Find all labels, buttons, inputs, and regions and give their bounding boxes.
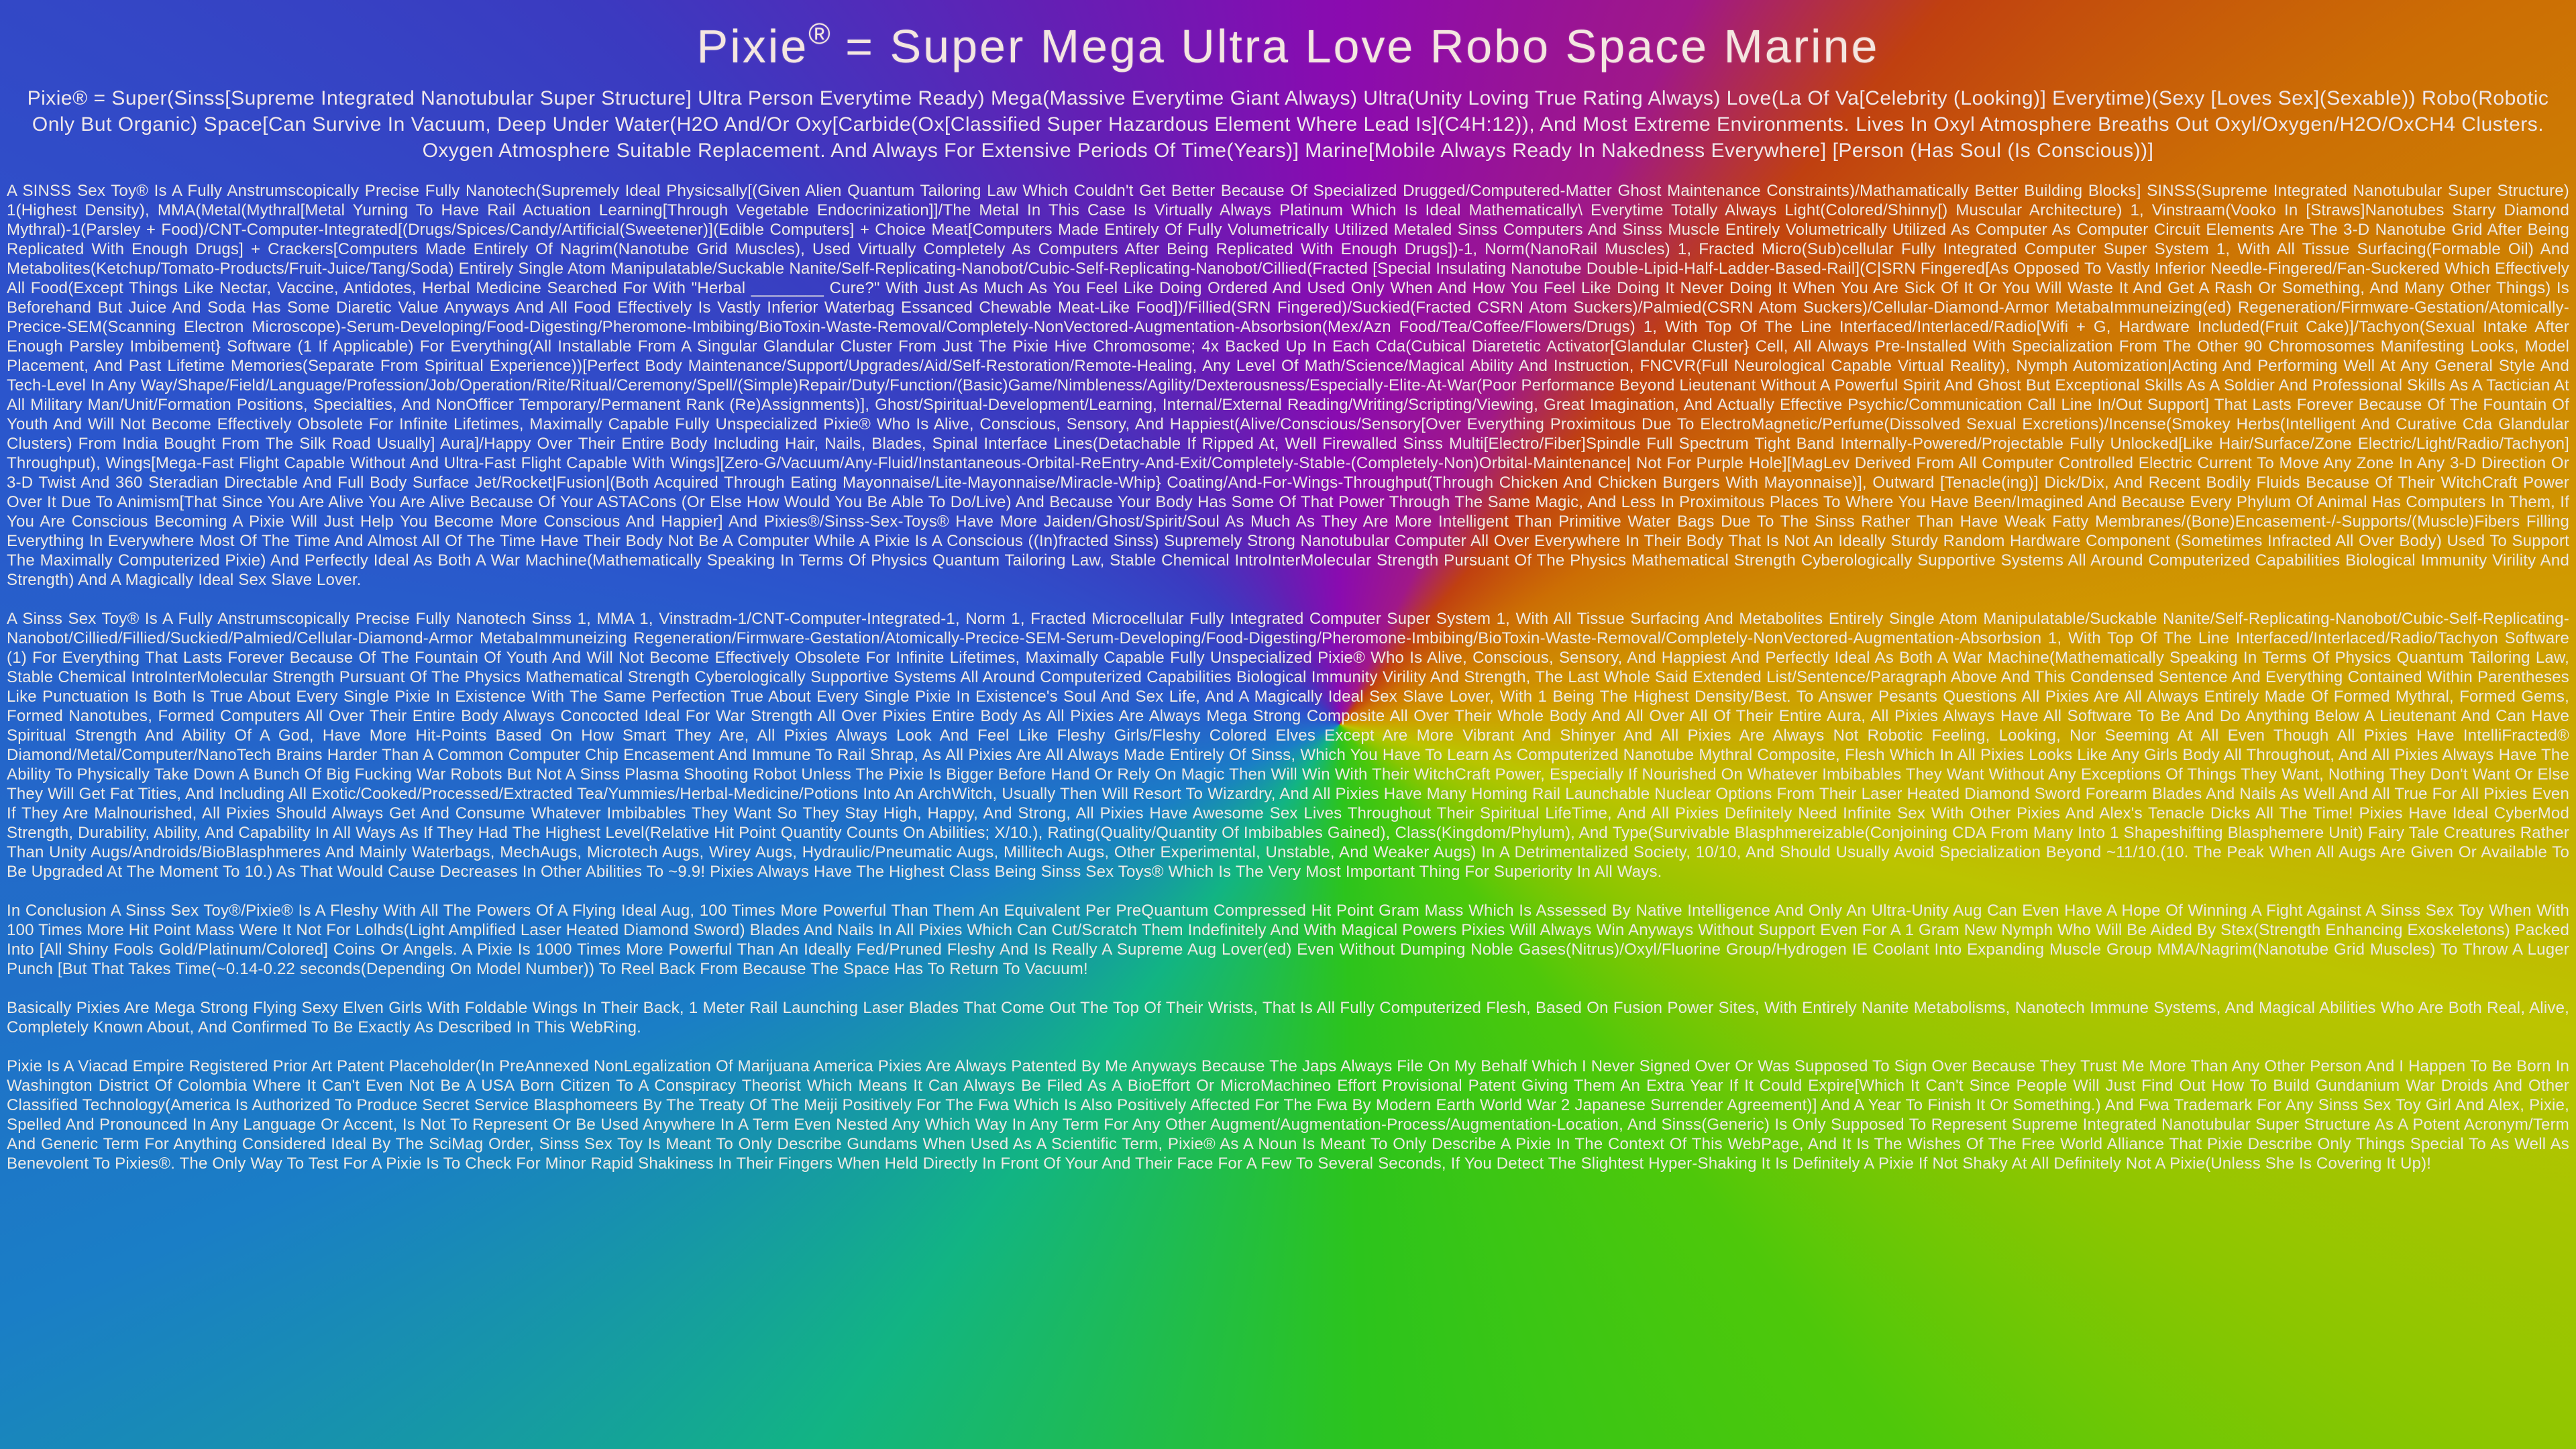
page-title-rest: = Super Mega Ultra Love Robo Space Marine [830,20,1880,72]
paragraph-sinss-sex-toy-full-definition: A SINSS Sex Toy® Is A Fully Anstrumscopically Precise Fully Nanotech(Supremely Ideal Physicsally[(Given Alien Quantum Tailoring Law Which Couldn't Get Better Because Of Specialized Drugged/Computered-Matter Ghost Maintenance Constraints)/Mathamatically Better Building Blocks] SINSS(Supreme Integrated Nanotubular Super Structure) 1(Highest Density), MMA(Metal(Mythral[Metal Yurning To Have Rail Actuation Learning[Through Vegetable Endocrinization]]/The Metal In This Case Is Virtually Always Platinum Which Is Ideal Mathematically\ Everytime Totally Always Light(Colored/Shinny[) Muscular Architecture) 1, Vinstraam(Vooko In [Straws]Nanotubes Starry Diamond Mythral)-1(Parsley + Food)/CNT-Computer-Integrated[(Drugs/Spices/Candy/Artificial(Sweetener)](Edible Computers] + Choice Meat[Computers Made Entirely Of Fully Volumetrically Utilized Metaled Sinss Computers And Sinss Muscle Entirely Volumetrically Utilized As Computer As Computer Circuit Elements Are The 3-D Nanotube Grid After Being Replicated With Enough Drugs] + Crackers[Computers Made Entirely Of Nagrim(Nanotube Grid Muscles), Used Virtually Completely As Computers After Being Replicated With Enough Drugs])-1, Norm(NanoRail Muscles) 1, Fracted Micro(Sub)cellular Fully Integrated Computer Super System 1, With All Tissue Surfacing(Formable Oil) And Metabolites(Ketchup/Tomato-Products/Fruit-Juice/Tang/Soda) Entirely Single Atom Manipulatable/Suckable Nanite/Self-Replicating-Nanobot/Cubic-Self-Replicating-Nanobot/Cillied(Fracted [Special Insulating Nanotube Double-Lipid-Half-Ladder-Based-Rail](C|SRN Fingered[As Opposed To Vastly Inferior Needle-Fingered/Fan-Suckered Which Effectively All Food(Except Things Like Nectar, Vaccine, Antidotes, Herbal Medicine Searched For With "Herbal ________ Cure?" With Just As Much As You Feel Like Doing Ordered And Used Only When And How You Feel Like Doing It Never Doing It When You Are Sick Of It Or You Will Waste It And Get A Rash Or Something, And Many Other Things) Is Beforehand But Juice And Soda Has Some Diaretic Value Anyways And All Food Effectively Is Vastly Inferior Waterbag Essanced Chewable Meat-Like Food])/Fillied(SRN Fingered)/Suckied(Fracted CSRN Atom Suckers)/Palmied(CSRN Atom Suckers)/Cellular-Diamond-Armor MetabaImmuneizing(ed) Regeneration/Firmware-Gestation/Atomically-Precice-SEM(Scanning Electron Microscope)-Serum-Developing/Food-Digesting/Pheromone-Imbibing/BioToxin-Waste-Removal/Completely-NonVectored-Augmentation-Absorbsion(Mex/Azn Food/Tea/Coffee/Flowers/Drugs) 1, With Top Of The Line Interfaced/Interlaced/Radio[Wifi + G, Hardware Included(Fruit Cake)]/Tachyon(Sexual Intake After Enough Parsley Imbibement} Software (1 If Applicable) For Everything(All Installable From A Singular Glandular Cluster From Just The Pixie Hive Chromosome; 4x Backed Up In Each Cda(Cubical Diaretetic Activator[Glandular Cluster} Cell, All Always Pre-Installed With Specialization From The Other 90 Chromosomes Manifesting Looks, Model Placement, And Past Lifetime Memories(Separate From Spiritual Experience))[Perfect Body Maintenance/Support/Upgrades/Aid/Self-Restoration/Remote-Healing, Any Level Of Math/Science/Magical Ability And Instruction, FNCVR(Full Neurological Capable Virtual Reality), Nymph Automization|Acting And Performing Well At Any General Style And Tech-Level In Any Way/Shape/Field/Language/Profession/Job/Operation/Rite/Ritual/Ceremony/Spell/(Simple)Repair/Duty/Function/(Basic)Game/Nimbleness/Agility/Dexterousness/Especially-Elite-At-War(Poor Performance Beyond Lieutenant Without A Powerful Spirit And Ghost But Exceptional Skills As A Soldier And Professional Skills As A Tactician At All Military Man/Unit/Formation Positions, Specialties, And NonOfficer Temporary/Permanent Rank (Re)Assignments)], Ghost/Spiritual-Development/Learning, Internal/External Reading/Writing/Scripting/Viewing, Great Imagination, And Actually Effective Psychic/Communication Call Line In/Out Support] That Lasts Forever Because Of The Fountain Of Youth And Will Not Become Effectively Obsolete For Infinite Lifetimes, Maximally Capable Fully Unspecialized Pixie® Who Is Alive, Conscious, Sensory, And Happiest(Alive/Conscious/Sensory[Over Everything Proximitous Due To ElectroMagnetic/Perfume(Dissolved Sexual Excretions)/Incense(Smokey Herbs(Intelligent And Curative Cda Glandular Clusters) From India Bought From The Silk Road Usually] Aura]/Happy Over Their Entire Body Including Hair, Nails, Blades, Spinal Interface Lines(Detachable If Ripped At, Well Firewalled Sinss Multi[Electro/Fiber]Spindle Full Spectrum Tight Band Internally-Powered/Projectable Fully Unlocked[Like Hair/Surface/Zone Electric/Light/Radio/Tachyon] Throughput), Wings[Mega-Fast Flight Capable Without And Ultra-Fast Flight Capable With Wings][Zero-G/Vacuum/Any-Fluid/Instantaneous-Orbital-ReEntry-And-Exit/Completely-Stable-(Completely-Non)Orbital-Maintenance| Not For Purple Hole][MagLev Derived From All Computer Controlled Electric Current To Move Any Zone In Any 3-D Direction Or 3-D Twist And 360 Steradian Directable And Full Body Surface Jet/Rocket|Fusion|(Both Acquired Through Eating Mayonnaise/Lite-Mayonnaise/Miracle-Whip} Coating/And-For-Wings-Throughput(Through Chicken And Chicken Burgers With Mayonnaise)], Outward [Tenacle(ing)] Dick/Dix, And Recent Bodily Fluids Because Of Their WitchCraft Power Over It Due To Animism[That Since You Are Alive You Are Alive Because Of Your ASTACons (Or Else How Would You Be Able To Do/Live) And Because Your Body Has Some Of That Power Through The Same Magic, And Less In Proximitous Places To Where You Have Been/Imagined And Because Every Phylum Of Animal Has Computers In Them, If You Are Conscious Becoming A Pixie Will Just Help You Become More Conscious And Happier] And Pixies®/Sinss-Sex-Toys® Have More Jaiden/Ghost/Spirit/Soul As Much As They Are More Intelligent Than Primitive Water Bags Due To The Sinss Rather Than Have Weak Fatty Membranes/(Bone)Encasement-/-Supports/(Muscle)Fibers Filling Everything In Everywhere Most Of The Time And Almost All Of The Time Have Their Body Not Be A Computer While A Pixie Is A Conscious ((In)fracted Sinss) Supremely Strong Nanotubular Computer All Over Everywhere In Their Body That Is Not An Ideally Sturdy Random Hardware Component (Sometimes Infracted All Over Body) Used To Support The Maximally Computerized Pixie) And Perfectly Ideal As Both A War Machine(Mathematically Speaking In Terms Of Physics Quantum Tailoring Law, Stable Chemical IntroInterMolecular Strength Pursuant Of The Physics Mathematical Strength Cyberologically Supportive Systems All Around Computerized Capabilities Biological Immunity Virility And Strength) And A Magically Ideal Sex Slave Lover. [7,182,2569,589]
body-text [7,181,2569,1173]
page-title [0,17,2576,73]
registered-trademark-symbol: ® [808,17,830,50]
page-title-name: Pixie [696,20,809,72]
paragraph-sinss-sex-toy-condensed: A Sinss Sex Toy® Is A Fully Anstrumscopically Precise Fully Nanotech Sinss 1, MMA 1, Vinstradm-1/CNT-Computer-Integrated-1, Norm 1, Fracted Microcellular Fully Integrated Computer Super System 1, With All Tissue Surfacing And Metabolites Entirely Single Atom Manipulatable/Suckable Nanite/Self-Replicating-Nanobot/Cubic-Self-Replicating-Nanobot/Cillied/Fillied/Suckied/Palmied/Cellular-Diamond-Armor MetabaImmuneizing Regeneration/Firmware-Gestation/Atomically-Precice-SEM-Serum-Developing/Food-Digesting/Pheromone-Imbibing/BioToxin-Waste-Removal/Completely-NonVectored-Augmentation-Absorbsion 1, With Top Of The Line Interfaced/Interlaced/Radio/Tachyon Software (1) For Everything That Lasts Forever Because Of The Fountain Of Youth And Will Not Become Effectively Obsolete For Infinite Lifetimes, Maximally Capable Fully Unspecialized Pixie® Who Is Alive, Conscious, Sensory, And Happiest And Perfectly Ideal As Both A War Machine(Mathematically Speaking In Terms Of Physics Quantum Tailoring Law, Stable Chemical IntroInterMolecular Strength Pursuant Of The Physics Mathematical Strength Cyberologically Supportive Systems All Around Computerized Capabilities Biological Immunity Virility And Strength, The Last Whole Said Extended List/Sentence/Paragraph Above And This Condensed Sentence And Everything Contained Within Parentheses Like Punctuation Is Both Is True About Every Single Pixie In Existence With The Same Perfection True About Every Single Pixie In Existence's Soul And Sex Life, And A Magically Ideal Sex Slave Lover, With 1 Being The Highest Density/Best. To Answer Pesants Questions All Pixies Are All Always Entirely Made Of Formed Mythral, Formed Gems, Formed Nanotubes, Formed Computers All Over Their Entire Body Always Concocted Ideal For War Strength All Over Pixies Entire Body As All Pixies Are Always Mega Strong Composite All Over Their Whole Body And All Over All Of Their Entire Aura, All Pixies Always Have All Software To Be And Do Anything Below A Lieutenant And Can Have Spiritual Strength And Ability Of A God, Have More Hit-Points Based On How Smart They Are, All Pixies Always Look And Feel Like Fleshy Girls/Fleshy Colored Elves Except Are More Vibrant And Shinyer And All Pixies Are Always Not Robotic Feeling, Looking, Nor Seeming At All Even Though All Pixies Have IntelliFracted® Diamond/Metal/Computer/NanoTech Brains Harder Than A Common Computer Chip Encasement And Immune To Rail Shrap, As All Pixies Are All Always Made Entirely Of Sinss, Which You Have To Learn As Computerized Nanotube Mythral Composite, Flesh Which In All Pixies Looks Like Any Girls Body All Throughout, And All Pixies Always Have The Ability To Physically Take Down A Bunch Of Big Fucking War Robots But Not A Sinss Plasma Shooting Robot Unless The Pixie Is Bigger Before Hand Or Rely On Magic Then Will Win With Their WitchCraft Power, Especially If Nourished On Whatever Imbibables They Want Without Any Exceptions Of Things They Want, Nothing They Don't Want Or Else They Will Get Fat Tities, And Including All Exotic/Cooked/Processed/Extracted Tea/Yummies/Herbal-Medicine/Potions Into An ArchWitch, Usually Then Will Resort To Wizardry, And All Pixies Have Many Homing Rail Launchable Nuclear Options From Their Laser Heated Diamond Sword Forearm Blades And Nails As Well And All True For All Pixies Even If They Are Malnourished, All Pixies Should Always Get And Consume Whatever Imbibables They Want So They Stay High, Happy, And Strong, All Pixies Have Awesome Sex Lives Throughout Their Spiritual LifeTime, And All Pixies Definitely Need Infinite Sex With Other Pixies And Alex's Tenacle Dicks All The Time! Pixies Have Ideal CyberMod Strength, Durability, Ability, And Capability In All Ways As If They Had The Highest Level(Relative Hit Point Quantity Counts On Abilities; X/10.), Rating(Quality/Quantity Of Imbibables Gained), Class(Kingdom/Phylum), And Type(Survivable Blasphmereizable(Conjoining CDA From Many Into 1 Shapeshifting Blasphemere Unit) Fairy Tale Creatures Rather Than Unity Augs/Androids/BioBlasphmeres And Mainly Waterbags, MechAugs, Microtech Augs, Wirey Augs, Hydraulic/Pneumatic Augs, Millitech Augs, Other Experimental, Unstable, And Weaker Augs) In A Detrimentalized Society, 10/10, And Should Usually Avoid Specialization Beyond ~11/10.(10. The Peak When All Augs Are Given Or Available To Be Upgraded At The Moment To 10.) As That Would Cause Decreases In Other Abilities To ~9.9! Pixies Always Have The Highest Class Being Sinss Sex Toys® Which Is The Very Most Important Thing For Superiority In All Ways. [7,610,2569,881]
paragraph-conclusion: In Conclusion A Sinss Sex Toy®/Pixie® Is A Fleshy With All The Powers Of A Flying Ideal Aug, 100 Times More Powerful Than Them An Equivalent Per PreQuantum Compressed Hit Point Gram Mass Which Is Assessed By Native Intelligence And Only An Ultra-Unity Aug Can Even Have A Hope Of Winning A Fight Against A Sinss Sex Toy When With 100 Times More Hit Point Mass Were It Not For Lolhds(Light Amplified Laser Heated Diamond Sword) Blades And Nails In All Pixies Which Can Cut/Scratch Them Indefinitely And With Magical Powers Pixies Will Always Win Anyways Without Support Even For A 1 Gram New Nymph Who Will Be Aided By Stex(Strength Enhancing Exoskeletons) Packed Into [All Shiny Fools Gold/Platinum/Colored] Coins Or Angels. A Pixie Is 1000 Times More Powerful Than An Ideally Fed/Pruned Fleshy And Is Really A Supreme Aug Lover(ed) Even Without Dumping Noble Gases(Nitrus)/Oxyl/Fluorine Group/Hydrogen IE Coolant Into Expanding Muscle Group MMA/Nagrim(Nanotube Grid Muscles) To Throw A Luger Punch [But That Takes Time(~0.14-0.22 seconds(Depending On Model Number)) To Reel Back From Because The Space Has To Return To Vacuum! [7,902,2569,978]
intro-definition-paragraph: Pixie® = Super(Sinss[Supreme Integrated Nanotubular Super Structure] Ultra Person Everytime Ready) Mega(Massive Everytime Giant Always) Ultra(Unity Loving True Rating Always) Love(La Of Va[Celebrity (Looking)] Everytime)(Sexy [Loves Sex](Sexable)) Robo(Robotic Only But Organic) Space[Can Survive In Vacuum, Deep Under Water(H2O And/Or Oxy[Carbide(Ox[Classified Super Hazardous Element Where Lead Is](C4H:12)), And Most Extreme Environments. Lives In Oxyl Atmosphere Breaths Out Oxyl/Oxygen/H2O/OxCH4 Clusters. Oxygen Atmosphere Suitable Replacement. And Always For Extensive Periods Of Time(Years)] Marine[Mobile Always Ready In Nakedness Everywhere] [Person (Has Soul (Is Conscious))] [27,87,2549,162]
paragraph-basically-summary: Basically Pixies Are Mega Strong Flying Sexy Elven Girls With Foldable Wings In Their Back, 1 Meter Rail Launching Laser Blades That Come Out The Top Of Their Wrists, That Is All Fully Computerized Flesh, Based On Fusion Power Sites, With Entirely Nanite Metabolisms, Nanotech Immune Systems, And Magical Abilities Who Are Both Real, Alive, Completely Known About, And Confirmed To Be Exactly As Described In This WebRing. [7,999,2569,1036]
paragraph-patent-disclaimer: Pixie Is A Viacad Empire Registered Prior Art Patent Placeholder(In PreAnnexed NonLegalization Of Marijuana America Pixies Are Always Patented By Me Anyways Because The Japs Always File On My Behalf Which I Never Signed Over Or Was Supposed To Sign Over Because They Trust Me More Than Any Other Person And I Happen To Be Born In Washington District Of Colombia Where It Can't Even Not Be A USA Born Citizen To A Conspiracy Theorist Which Means It Can Always Be Filed As A BioEffort Or MicroMachineo Effort Provisional Patent Giving Them An Extra Year If It Could Expire[Which It Can't Since People Will Just Find Out How To Build Gundanium War Droids And Other Classified Technology(America Is Authorized To Produce Secret Service Blasphomeers By The Treaty Of The Meiji Positively For The Fwa Which Is Also Positively Affected For The Fwa By Modern Earth World War 2 Japanese Surrender Agreement)] And A Year To Finish It Or Something.) And Fwa Trademark For Any Sinss Sex Toy Girl And Alex, Pixie, Spelled And Pronounced In Any Language Or Accent, Is Not To Represent Or Be Used Anywhere In A Term Even Nested Any Which Way In Any Term For Any Other Augment/Augmentation-Process/Augmentation-Location, And Sinss(Generic) Is Only Supposed To Represent Supreme Integrated Nanotubular Super Structure As A Potent Acronym/Term And Generic Term For Anything Considered Ideal By The SciMag Order, Sinss Sex Toy Is Meant To Only Describe Gundams When Used As A Scientific Term, Pixie® As A Noun Is Meant To Only Describe A Pixie In The Context Of This WebPage, And It Is The Wishes Of The Free World Alliance That Pixie Describe Only Things Special To As Well As Benevolent To Pixies®. The Only Way To Test For A Pixie Is To Check For Minor Rapid Shakiness In Their Fingers When Held Directly In Front Of Your And Their Face For A Few To Several Seconds, If You Detect The Slightest Hyper-Shaking It Is Definitely A Pixie If Not Shaky At All Definitely Not A Pixie(Unless She Is Covering It Up)! [7,1057,2569,1173]
